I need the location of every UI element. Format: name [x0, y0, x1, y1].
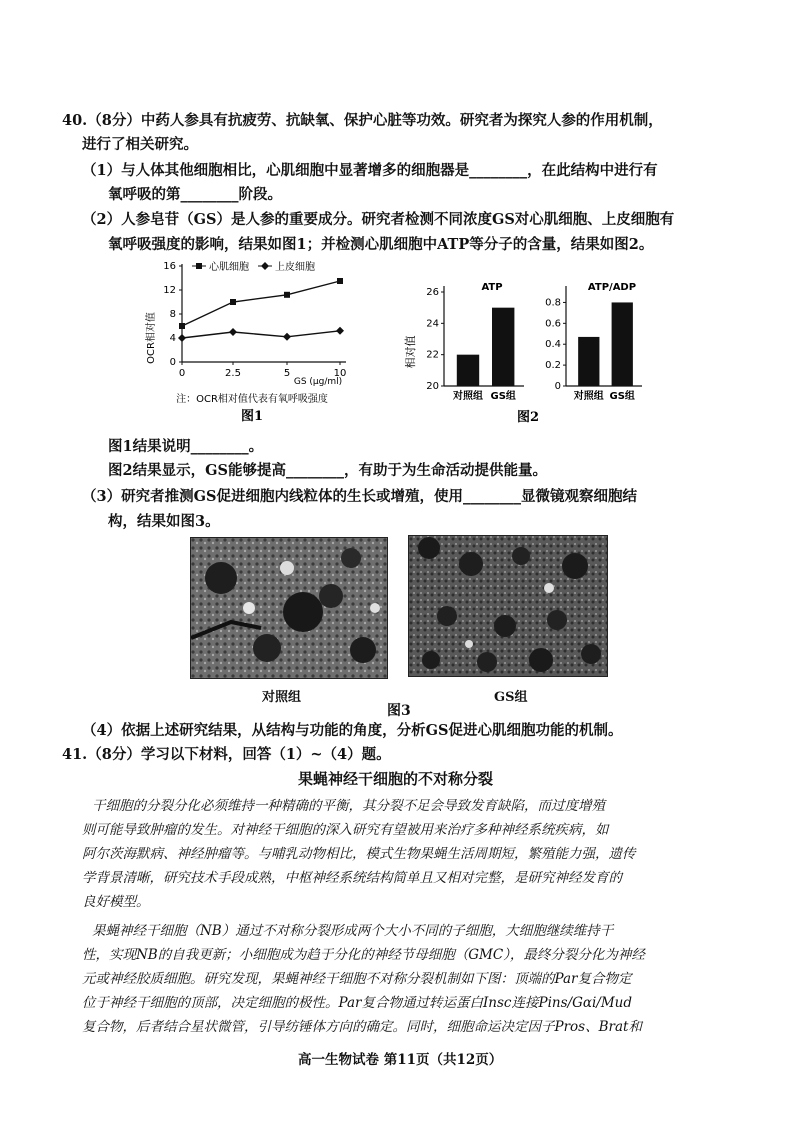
- control-micrograph-image: [191, 538, 387, 678]
- figure2-bar-charts: [400, 280, 660, 425]
- q41-para2-line5: 复合物，后者结合星状微管，引导纺锤体方向的确定。同时，细胞命运决定因子Pros、Brat和: [82, 1019, 642, 1035]
- figure1-point-epithelial: [283, 333, 291, 341]
- page-footer: 高一生物试卷 第11页（共12页）: [298, 1052, 503, 1068]
- figure1-x-tick-label: 10: [333, 368, 347, 379]
- figure2-bar-atp-adp-gs: [612, 302, 633, 386]
- q41-para2-line3: 元或神经胶质细胞。研究发现，果蝇神经干细胞不对称分裂机制如下图：顶端的Par复合物定: [82, 971, 632, 987]
- figure3-caption: 图3: [387, 703, 411, 719]
- figure1-legend-marker-epithelial: [261, 262, 269, 270]
- q40-part3-line2: 构，结果如图3。: [108, 513, 220, 530]
- figure2-y-tick-label-atp-adp: 0.2: [545, 360, 561, 372]
- figure1-legend-label-cardiomyocyte: 心肌细胞: [209, 262, 249, 273]
- q40-part1-line2: 氧呼吸的第________阶段。: [108, 186, 282, 203]
- figure2-y-tick-label-atp-adp: 0: [554, 381, 561, 392]
- figure1-point-epithelial: [229, 328, 237, 336]
- q40-stem-line1: 40.（8分）中药人参具有抗疲劳、抗缺氧、保护心脏等功效。研究者为探究人参的作用机制，: [62, 112, 663, 129]
- figure1-series: [178, 278, 344, 342]
- figure1-y-tick-label: 4: [169, 333, 176, 344]
- q41-para1-line2: 则可能导致肿瘤的发生。对神经干细胞的深入研究有望被用来治疗多种神经系统疾病，如: [82, 822, 609, 838]
- figure2-category-label-atp: 对照组: [453, 391, 483, 402]
- figure1-legend-marker-cardiomyocyte: [196, 263, 202, 269]
- figure2-y-tick-label-atp: 20: [426, 381, 439, 392]
- q41-para2-line2: 性，实现NB的自我更新；小细胞成为趋于分化的神经节母细胞（GMC），最终分裂分化为神经: [82, 947, 645, 963]
- figure1-y-axis-label: OCR相对值: [146, 312, 157, 364]
- figure1-x-tick-label: 0: [178, 368, 186, 379]
- q41-stem: 41.（8分）学习以下材料，回答（1）~（4）题。: [62, 746, 391, 763]
- figure2-caption: 图2: [516, 410, 540, 425]
- figure2-category-label-atp: GS组: [490, 391, 516, 402]
- figure1-note: 注：OCR相对值代表有氧呼吸强度: [176, 394, 328, 405]
- figure1-y-tick-label: 0: [169, 357, 176, 368]
- gs-micrograph-image: [409, 536, 607, 676]
- figure2-category-label-atp-adp: 对照组: [573, 391, 604, 402]
- figure3-control-micrograph: [190, 537, 388, 679]
- figure1-caption: 图1: [240, 409, 264, 424]
- q41-para1-line3: 阿尔茨海默病、神经肿瘤等。与哺乳动物相比，模式生物果蝇生活周期短，繁殖能力强，遗传: [82, 846, 636, 862]
- figure1-y-tick-label: 16: [163, 261, 176, 272]
- figure1-axes: [163, 261, 346, 379]
- fig2-result-text: 图2结果显示，GS能够提高________，有助于为生命活动提供能量。: [108, 462, 547, 479]
- q41-para1-line5: 良好模型。: [82, 894, 150, 910]
- figure1-point-cardiomyocyte: [230, 299, 236, 305]
- q40-part3-line1: （3）研究者推测GS促进细胞内线粒体的生长或增殖，使用________显微镜观察细胞结: [82, 488, 637, 505]
- figure2-y-tick-label-atp-adp: 0.6: [545, 318, 561, 330]
- q40-part2-line2: 氧呼吸强度的影响，结果如图1；并检测心肌细胞中ATP等分子的含量，结果如图2。: [108, 236, 654, 253]
- figure2-bar-atp-gs: [492, 308, 514, 386]
- figure2-y-tick-label-atp: 22: [426, 349, 439, 361]
- figure2-y-tick-label-atp: 26: [426, 287, 439, 298]
- figure2-y-tick-label-atp: 24: [426, 318, 439, 330]
- q41-para2-line4: 位于神经干细胞的顶部，决定细胞的极性。Par复合物通过转运蛋白Insc连接Pins/Gαi/Mud: [82, 995, 632, 1011]
- figure2-title-atp-adp: ATP/ADP: [587, 282, 637, 293]
- figure2-bar-atp-adp-control: [578, 337, 599, 386]
- q41-para2-line1: 果蝇神经干细胞（NB）通过不对称分裂形成两个大小不同的子细胞，大细胞继续维持干: [92, 923, 614, 939]
- figure3-label-control: 对照组: [262, 690, 302, 705]
- figure3-gs-micrograph: [408, 535, 608, 677]
- figure1-y-tick-label: 12: [163, 285, 176, 296]
- figure1-series-line-epithelial: [182, 331, 340, 338]
- figure1-line-chart: [140, 256, 370, 424]
- q41-para1-line4: 学背景清晰，研究技术手段成熟，中枢神经系统结构简单且又相对完整，是研究神经发育的: [82, 870, 622, 886]
- figure2-bar-atp-control: [457, 355, 479, 386]
- figure2-y-tick-label-atp-adp: 0.4: [545, 339, 561, 351]
- fig1-result-text: 图1结果说明________。: [108, 438, 264, 455]
- figure3-label-gs: GS组: [494, 690, 528, 705]
- figure1-point-cardiomyocyte: [284, 292, 290, 298]
- figure2-y-axis-label: 相对值: [404, 335, 417, 369]
- q40-stem-line2: 进行了相关研究。: [82, 136, 198, 153]
- figure1-x-tick-label: 2.5: [225, 368, 241, 379]
- figure1-x-axis-label: GS (μg/ml): [293, 377, 343, 387]
- q40-part1-line1: （1）与人体其他细胞相比，心肌细胞中显著增多的细胞器是________，在此结构中进行有: [82, 162, 658, 179]
- figure1-legend: [192, 260, 315, 273]
- q41-passage-title: 果蝇神经干细胞的不对称分裂: [298, 770, 494, 788]
- figure2-atp-chart: [426, 282, 524, 402]
- figure1-point-epithelial: [178, 334, 186, 342]
- figure1-point-cardiomyocyte: [179, 323, 185, 329]
- figure1-point-cardiomyocyte: [337, 278, 343, 284]
- figure1-point-epithelial: [336, 327, 344, 335]
- figure1-x-tick-label: 5: [283, 368, 291, 379]
- figure2-category-label-atp-adp: GS组: [609, 391, 635, 402]
- figure1-y-tick-label: 8: [169, 309, 176, 320]
- figure1-legend-label-epithelial: 上皮细胞: [275, 262, 315, 273]
- figure1-series-line-cardiomyocyte: [182, 281, 340, 326]
- q41-para1-line1: 干细胞的分裂分化必须维持一种精确的平衡，其分裂不足会导致发育缺陷，而过度增殖: [92, 798, 605, 814]
- q40-part4: （4）依据上述研究结果，从结构与功能的角度，分析GS促进心肌细胞功能的机制。: [82, 722, 623, 739]
- figure2-y-tick-label-atp-adp: 0.8: [545, 297, 561, 309]
- figure2-title-atp: ATP: [481, 282, 503, 293]
- q40-part2-line1: （2）人参皂苷（GS）是人参的重要成分。研究者检测不同浓度GS对心肌细胞、上皮细胞有: [82, 211, 675, 228]
- figure2-atp-adp-chart: [545, 282, 642, 402]
